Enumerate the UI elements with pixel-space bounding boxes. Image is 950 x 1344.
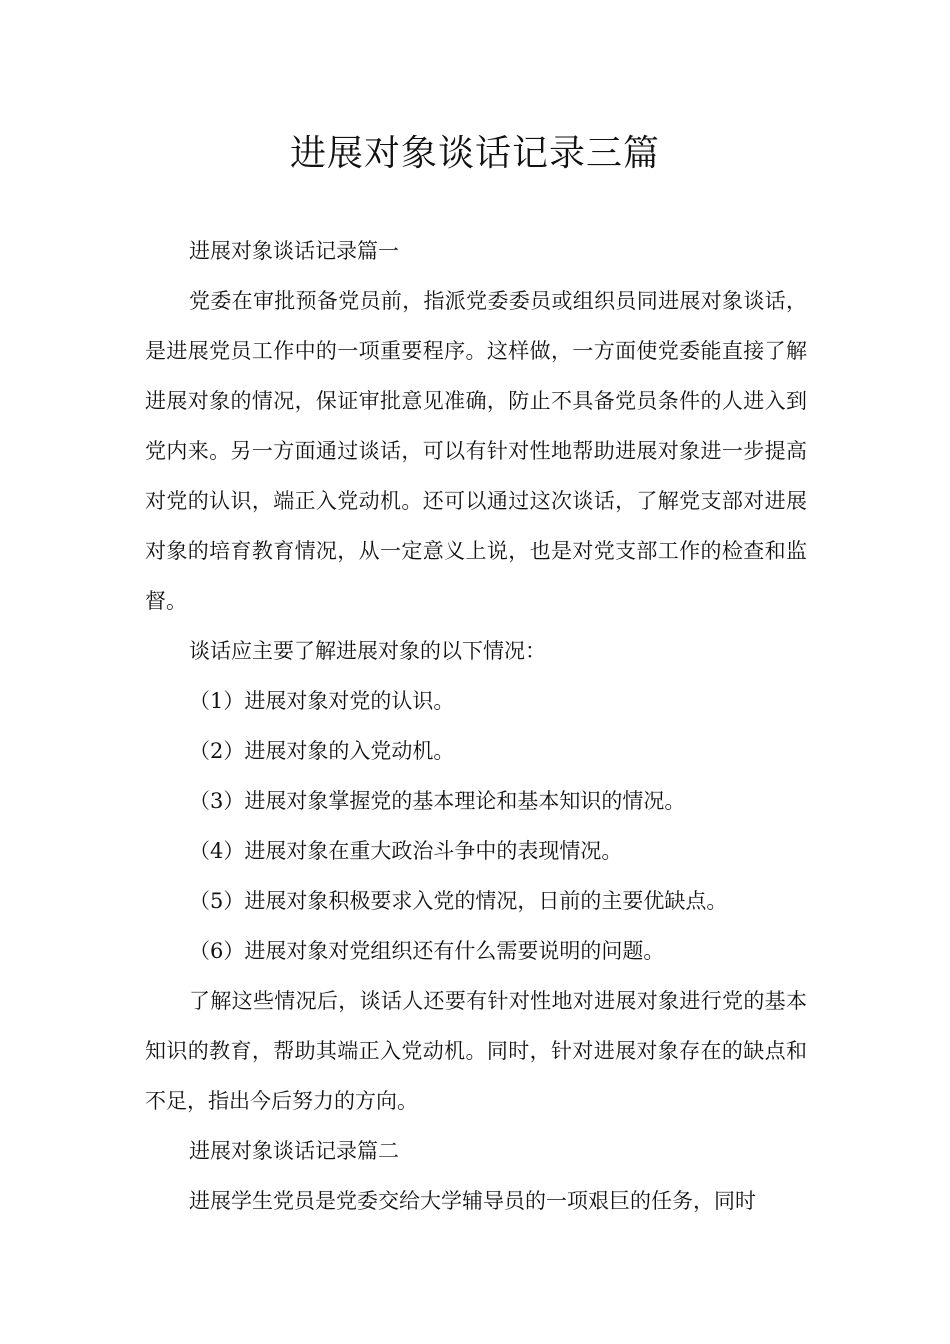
paragraph-section-2-start: 进展学生党员是党委交给大学辅导员的一项艰巨的任务，同时	[189, 1189, 756, 1213]
list-item-3: （3）进展对象掌握党的基本理论和基本知识的情况。	[189, 789, 686, 813]
list-item-4: （4）进展对象在重大政治斗争中的表现情况。	[189, 839, 623, 863]
document-title: 进展对象谈话记录三篇	[289, 133, 660, 174]
paragraph-conclusion: 了解这些情况后，谈话人还要有针对性地对进展对象进行党的基本知识的教育，帮助其端正入党动机。同时，针对进展对象存在的缺点和不足，指出今后努力的方向。	[145, 989, 807, 1113]
list-item-6: （6）进展对象对党组织还有什么需要说明的问题。	[189, 939, 665, 963]
list-item-2: （2）进展对象的入党动机。	[189, 739, 455, 763]
section-heading-1: 进展对象谈话记录篇一	[189, 239, 399, 263]
list-item-1: （1）进展对象对党的认识。	[189, 689, 455, 713]
section-heading-2: 进展对象谈话记录篇二	[189, 1139, 399, 1163]
paragraph-intro: 党委在审批预备党员前，指派党委委员或组织员同进展对象谈话，是进展党员工作中的一项重要程序。这样做，一方面使党委能直接了解进展对象的情况，保证审批意见准确，防止不具备党员条件的人进入到党内来。另一方面通过谈话，可以有针对性地帮助进展对象进一步提高对党的认识，端正入党动机。还可以通过这次谈话，了解党支部对进展对象的培育教育情况，从一定意义上说，也是对党支部工作的检查和监督。	[145, 289, 807, 613]
list-item-5: （5）进展对象积极要求入党的情况，日前的主要优缺点。	[189, 889, 728, 913]
document-body	[145, 226, 807, 1226]
paragraph-list-lead: 谈话应主要了解进展对象的以下情况：	[189, 639, 546, 663]
